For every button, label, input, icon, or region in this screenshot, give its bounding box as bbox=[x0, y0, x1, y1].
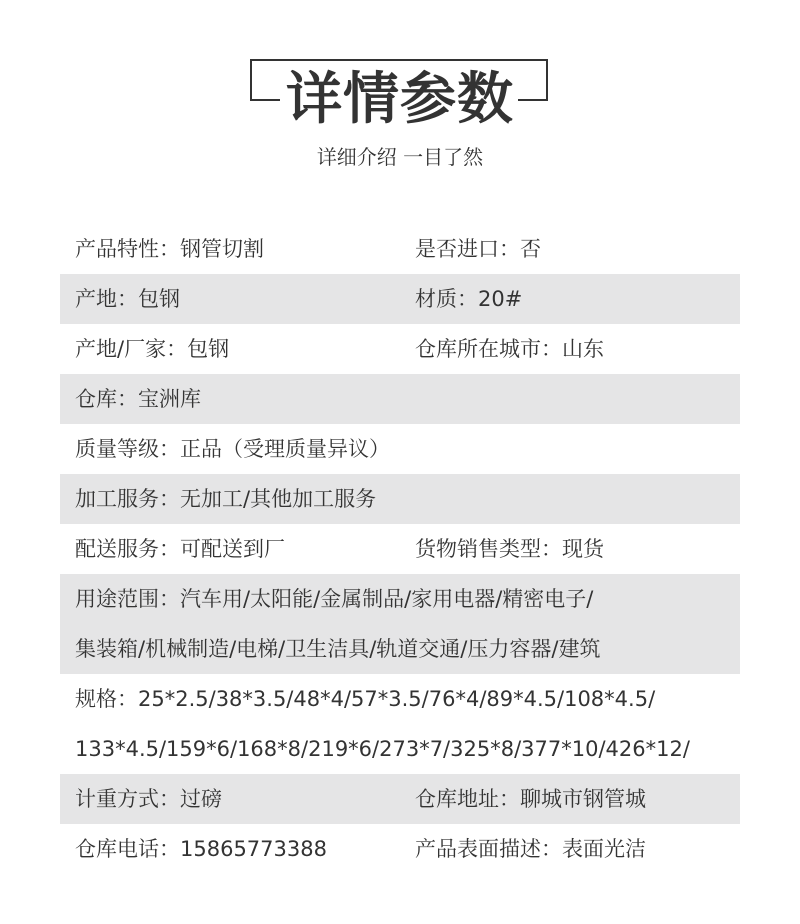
spec-row bbox=[60, 374, 740, 424]
spec-processing-service: 加工服务：无加工/其他加工服务 bbox=[75, 487, 377, 511]
page-title: 详情参数 bbox=[286, 67, 514, 132]
spec-row bbox=[60, 324, 740, 374]
spec-sales-type: 货物销售类型：现货 bbox=[415, 537, 604, 561]
page-subtitle: 详细介绍 一目了然 bbox=[316, 145, 484, 169]
spec-usage-line-1: 用途范围：汽车用/太阳能/金属制品/家用电器/精密电子/ bbox=[75, 587, 594, 611]
frame-top-line bbox=[250, 59, 548, 61]
spec-material: 材质：20# bbox=[415, 287, 523, 311]
spec-usage-line-2: 集装箱/机械制造/电梯/卫生洁具/轨道交通/压力容器/建筑 bbox=[75, 637, 601, 661]
spec-product-feature: 产品特性：钢管切割 bbox=[75, 237, 264, 261]
spec-warehouse: 仓库：宝洲库 bbox=[75, 387, 201, 411]
spec-row bbox=[60, 424, 740, 474]
spec-row bbox=[60, 524, 740, 574]
spec-row bbox=[60, 674, 740, 774]
spec-row bbox=[60, 274, 740, 324]
spec-warehouse-city: 仓库所在城市：山东 bbox=[415, 337, 604, 361]
spec-surface-description: 产品表面描述：表面光洁 bbox=[415, 837, 646, 861]
spec-origin: 产地：包钢 bbox=[75, 287, 180, 311]
spec-warehouse-phone: 仓库电话：15865773388 bbox=[75, 837, 327, 861]
spec-row bbox=[60, 824, 740, 874]
spec-row bbox=[60, 224, 740, 274]
spec-row bbox=[60, 574, 740, 674]
spec-manufacturer: 产地/厂家：包钢 bbox=[75, 337, 230, 361]
spec-warehouse-address: 仓库地址：聊城市钢管城 bbox=[415, 787, 646, 811]
spec-row bbox=[60, 774, 740, 824]
spec-quality-grade: 质量等级：正品（受理质量异议） bbox=[75, 437, 390, 461]
spec-size-line-1: 规格：25*2.5/38*3.5/48*4/57*3.5/76*4/89*4.5/108*4.5/ bbox=[75, 687, 656, 711]
spec-row bbox=[60, 474, 740, 524]
spec-delivery-service: 配送服务：可配送到厂 bbox=[75, 537, 285, 561]
spec-table bbox=[60, 224, 740, 874]
spec-imported: 是否进口：否 bbox=[415, 237, 541, 261]
spec-size-line-2: 133*4.5/159*6/168*8/219*6/273*7/325*8/377*10/426*12/ bbox=[75, 737, 690, 761]
spec-weighing-method: 计重方式：过磅 bbox=[75, 787, 222, 811]
